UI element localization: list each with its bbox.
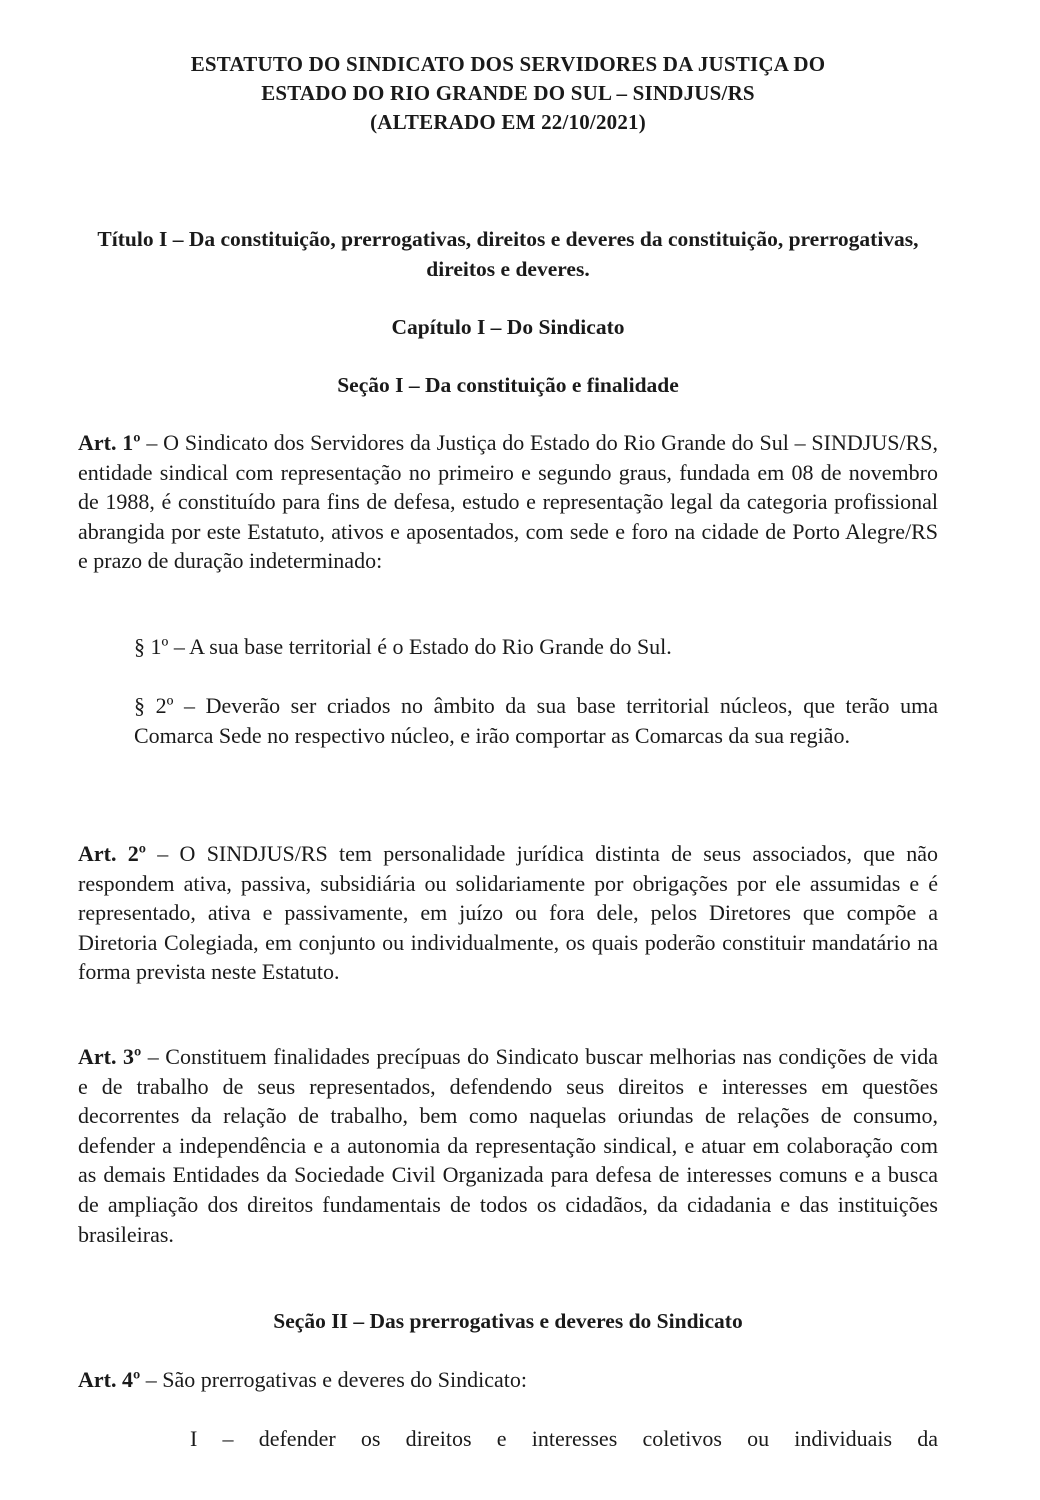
article-3	[78, 1042, 938, 1249]
article-1	[78, 428, 938, 576]
article-1-paragraph-1: § 1º – A sua base territorial é o Estado do Rio Grande do Sul.	[134, 634, 672, 659]
article-4-item-1: I – defender os direitos e interesses coletivos ou individuais da	[190, 1426, 938, 1451]
article-1-paragraph-2: § 2º – Deverão ser criados no âmbito da sua base territorial núcleos, que terão uma Comarca Sede no respectivo núcleo, e irão comportar as Comarcas da sua região.	[134, 693, 938, 748]
article-4-label: Art. 4º	[78, 1367, 141, 1392]
article-1-text: – O Sindicato dos Servidores da Justiça do Estado do Rio Grande do Sul – SINDJUS/RS, entidade sindical com representação no primeiro e segundo graus, fundada em 08 de novembro de 1988, é constituído para fins de defesa, estudo e representação legal da categoria profissional abrangida por este Estatuto, ativos e aposentados, com sede e foro na cidade de Porto Alegre/RS e prazo de duração indeterminado:	[78, 430, 938, 574]
secao-2-heading: Seção II – Das prerrogativas e deveres do Sindicato	[273, 1309, 743, 1333]
article-4	[78, 1365, 938, 1395]
secao-1-heading: Seção I – Da constituição e finalidade	[337, 373, 679, 397]
article-3-label: Art. 3º	[78, 1044, 142, 1069]
article-2	[78, 839, 938, 987]
title-line-1: ESTATUTO DO SINDICATO DOS SERVIDORES DA JUSTIÇA DO	[190, 52, 826, 76]
document-title	[78, 50, 938, 137]
article-1-label: Art. 1º	[78, 430, 141, 455]
article-2-label: Art. 2º	[78, 841, 147, 866]
title-line-2: ESTADO DO RIO GRANDE DO SUL – SINDJUS/RS	[261, 81, 755, 105]
article-2-text: – O SINDJUS/RS tem personalidade jurídica distinta de seus associados, que não respondem ativa, passiva, subsidiária ou solidariamente por obrigações por ele assumidas e é representado, ativa e passivamente, em juízo ou fora dele, pelos Diretores que compõe a Diretoria Colegiada, em conjunto ou individualmente, os quais poderão constituir mandatário na forma prevista neste Estatuto.	[78, 841, 938, 985]
titulo-heading: Título I – Da constituição, prerrogativas, direitos e deveres da constituição, prerrogativas, direitos e deveres.	[97, 227, 919, 281]
title-line-3: (ALTERADO EM 22/10/2021)	[370, 110, 646, 134]
article-4-text: – São prerrogativas e deveres do Sindicato:	[140, 1367, 527, 1392]
capitulo-heading: Capítulo I – Do Sindicato	[391, 315, 625, 339]
article-3-text: – Constituem finalidades precípuas do Sindicato buscar melhorias nas condições de vida e de trabalho de seus representados, defendendo seus direitos e interesses em questões decorrentes da relação de trabalho, bem como naquelas oriundas de relações de consumo, defender a independência e a autonomia da representação sindical, e atuar em colaboração com as demais Entidades da Sociedade Civil Organizada para defesa de interesses comuns e a busca de ampliação dos direitos fundamentais de todos os cidadãos, da cidadania e das instituições brasileiras.	[78, 1044, 938, 1247]
